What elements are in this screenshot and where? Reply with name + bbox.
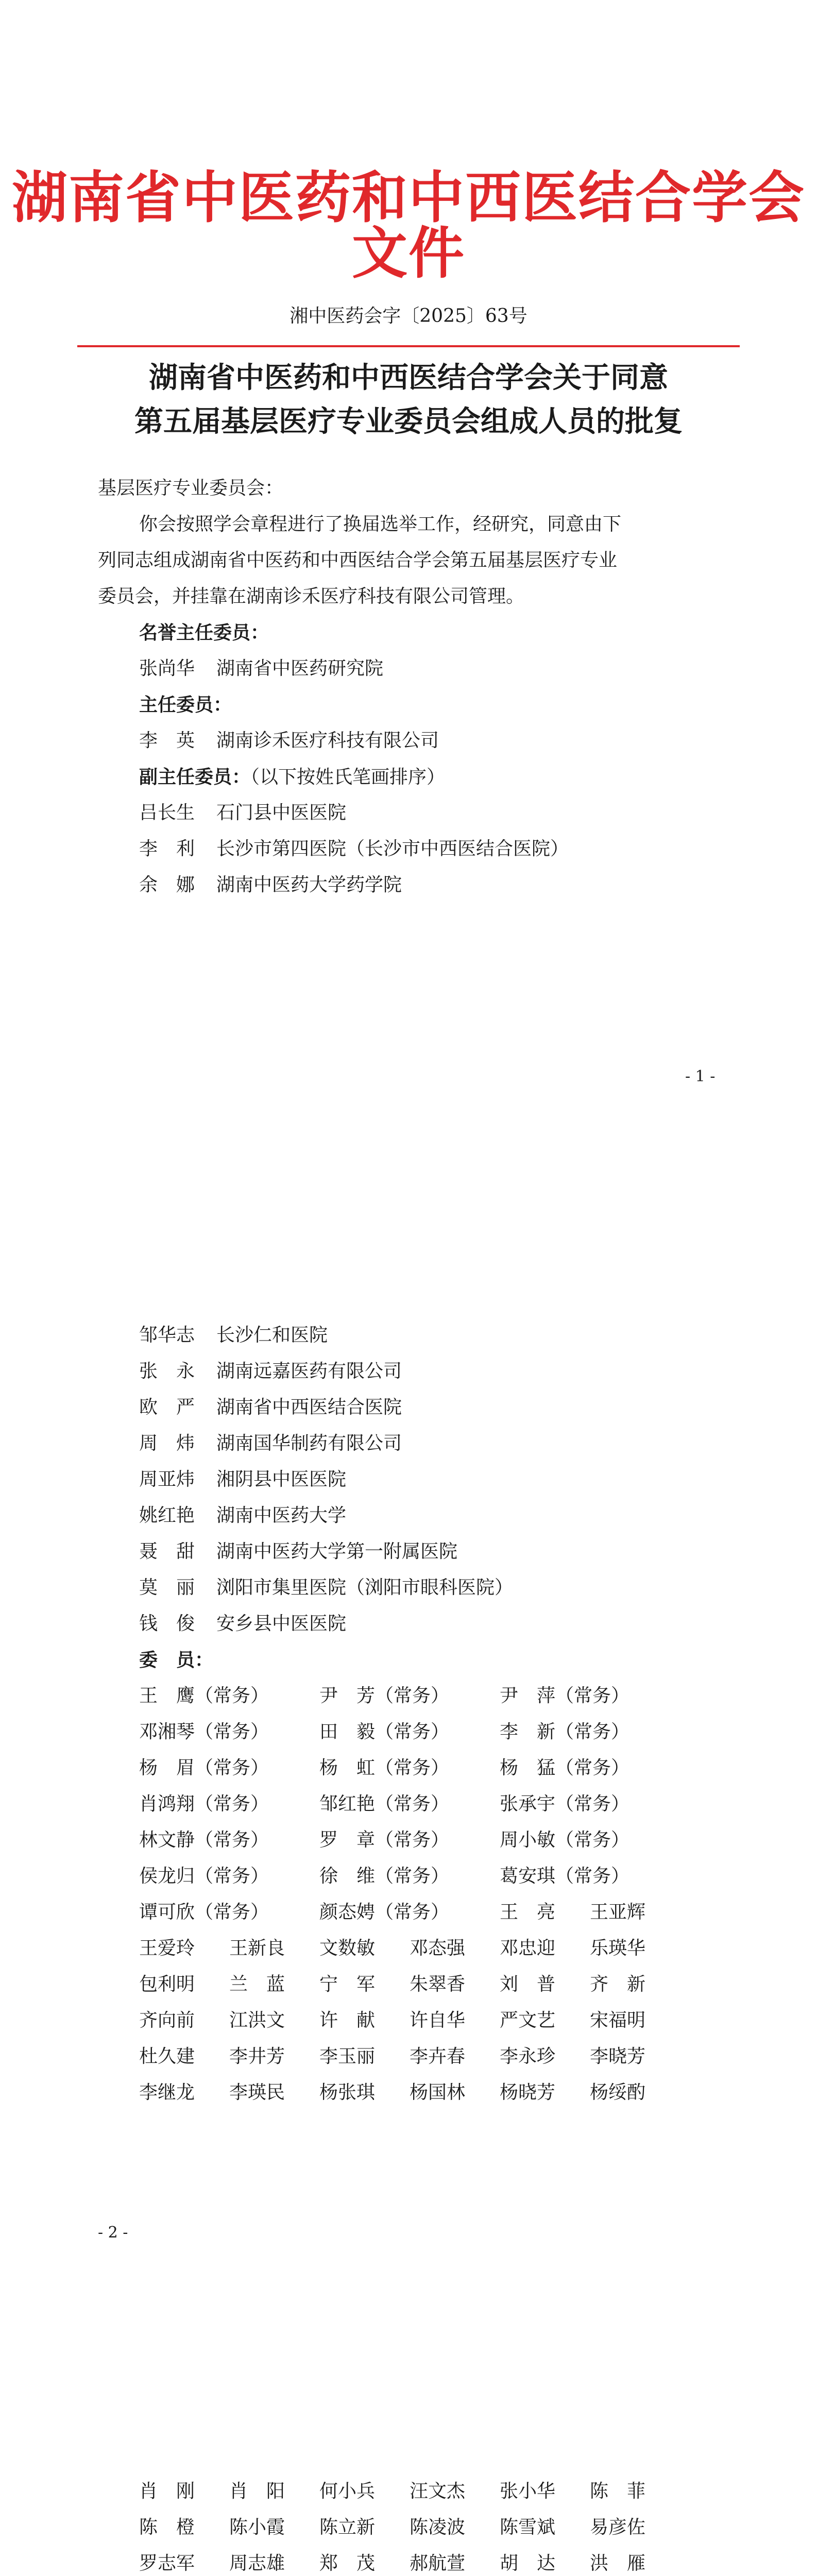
- member-name: 李玉丽: [319, 2046, 376, 2067]
- member-org: 湖南诊禾医疗科技有限公司: [216, 730, 439, 751]
- member-name: 胡 达: [500, 2553, 556, 2574]
- member-name: 张小华: [500, 2481, 556, 2502]
- member-name: 许自华: [410, 2010, 466, 2031]
- page-1: [0, 0, 817, 1156]
- page-number: - 1 -: [685, 1067, 716, 1086]
- member-org: 湘阴县中医医院: [216, 1469, 347, 1490]
- member-name: 李继龙: [139, 2082, 195, 2103]
- member-entry: [139, 1543, 457, 1561]
- document-title-line-1: 湖南省中医药和中西医结合学会关于同意: [149, 361, 668, 395]
- member-name: 周 炜: [139, 1433, 195, 1454]
- member-name: 严文艺: [500, 2010, 556, 2031]
- member-org: 湖南中医药大学药学院: [216, 874, 402, 895]
- salutation: 基层医疗专业委员会：: [98, 478, 284, 499]
- member-name: 杨 眉（常务）: [139, 1757, 269, 1778]
- member-name: 江洪文: [229, 2010, 285, 2031]
- member-name: 王 亮: [500, 1902, 556, 1923]
- member-name: 颜态娉（常务）: [319, 1902, 450, 1923]
- member-entry: [139, 1615, 346, 1633]
- member-name: 朱翠香: [410, 1974, 466, 1995]
- member-org: 长沙仁和医院: [216, 1325, 328, 1346]
- member-name: 谭可欣（常务）: [139, 1902, 269, 1923]
- member-org: 湖南中医药大学: [216, 1505, 347, 1526]
- member-name: 陈凌波: [410, 2517, 466, 2538]
- member-name: 许 献: [319, 2010, 376, 2031]
- member-name: 陈小霞: [229, 2517, 285, 2538]
- member-name: 李 新（常务）: [500, 1721, 630, 1742]
- member-org: 湖南省中医药研究院: [216, 658, 384, 679]
- member-name: 齐 新: [590, 1974, 646, 1995]
- member-name: 罗 章（常务）: [319, 1829, 450, 1851]
- member-name: 吕长生: [139, 802, 195, 823]
- member-entry: [139, 1579, 513, 1597]
- member-org: 湖南中医药大学第一附属医院: [216, 1541, 458, 1562]
- document-title-line-2: 第五届基层医疗专业委员会组成人员的批复: [134, 404, 683, 438]
- member-name: 郝航萱: [410, 2553, 466, 2574]
- committee-members-label: 委 员：: [139, 1649, 214, 1671]
- member-name: 刘 普: [500, 1974, 556, 1995]
- member-name: 王新良: [229, 1938, 285, 1959]
- member-name: 杨 虹（常务）: [319, 1757, 450, 1778]
- member-entry: [139, 1470, 346, 1489]
- member-name: 陈 橙: [139, 2517, 195, 2538]
- vice-chair-label: 副主任委员：: [139, 766, 251, 788]
- document-number: 湘中医药会字〔2025〕63号: [290, 306, 527, 327]
- member-name: 文数敏: [319, 1938, 376, 1959]
- document-header-title: 湖南省中医药和中西医结合学会文件: [11, 165, 805, 286]
- member-name: 张 永: [139, 1361, 195, 1382]
- member-name: 侯龙归（常务）: [139, 1866, 269, 1887]
- member-entry: [139, 732, 439, 750]
- member-name: 尹 萍（常务）: [500, 1685, 630, 1706]
- member-name: 田 毅（常务）: [319, 1721, 450, 1742]
- body-paragraph-line-3: 委员会，并挂靠在湖南诊禾医疗科技有限公司管理。: [98, 586, 525, 607]
- member-entry: [139, 1506, 346, 1525]
- member-name: 杨国林: [410, 2082, 466, 2103]
- member-name: 莫 丽: [139, 1577, 195, 1598]
- member-name: 徐 维（常务）: [319, 1866, 450, 1887]
- member-entry: [139, 1362, 402, 1381]
- member-entry: [139, 840, 569, 858]
- member-name: 李晓芳: [590, 2046, 646, 2067]
- member-name: 陈雪斌: [500, 2517, 556, 2538]
- member-name: 林文静（常务）: [139, 1829, 269, 1851]
- member-name: 周小敏（常务）: [500, 1829, 630, 1851]
- member-org: 湖南国华制药有限公司: [216, 1433, 402, 1454]
- member-name: 陈 菲: [590, 2481, 646, 2502]
- member-name: 尹 芳（常务）: [319, 1685, 450, 1706]
- member-name: 杨张琪: [319, 2082, 376, 2103]
- member-name: 乐瑛华: [590, 1938, 646, 1959]
- member-name: 陈立新: [319, 2517, 376, 2538]
- member-name: 肖 阳: [229, 2481, 285, 2502]
- member-org: 长沙市第四医院（长沙市中西医结合医院）: [216, 838, 569, 859]
- member-org: 石门县中医医院: [216, 802, 347, 823]
- body-paragraph-line-1: 你会按照学会章程进行了换届选举工作，经研究，同意由下: [139, 514, 622, 535]
- member-name: 张承宇（常务）: [500, 1793, 630, 1815]
- member-name: 兰 蓝: [229, 1974, 285, 1995]
- member-name: 宋福明: [590, 2010, 646, 2031]
- honorary-chair-label: 名誉主任委员：: [139, 622, 269, 643]
- member-entry: [139, 876, 402, 894]
- member-name: 李瑛民: [229, 2082, 285, 2103]
- member-org: 湖南省中西医结合医院: [216, 1397, 402, 1418]
- page-3: [0, 2312, 817, 2576]
- member-name: 王 鹰（常务）: [139, 1685, 269, 1706]
- member-name: 肖 刚: [139, 2481, 195, 2502]
- chair-label: 主任委员：: [139, 694, 232, 716]
- member-name: 肖鸿翔（常务）: [139, 1793, 269, 1815]
- member-name: 李卉春: [410, 2046, 466, 2067]
- member-name: 易彦佐: [590, 2517, 646, 2538]
- member-org: 安乡县中医医院: [216, 1613, 347, 1634]
- member-name: 汪文杰: [410, 2481, 466, 2502]
- member-name: 李井芳: [229, 2046, 285, 2067]
- member-entry: [139, 1434, 402, 1453]
- vice-chair-heading: [139, 768, 445, 787]
- member-name: 郑 茂: [319, 2553, 376, 2574]
- member-name: 杨绥酌: [590, 2082, 646, 2103]
- member-entry: [139, 1398, 402, 1417]
- member-name: 王亚辉: [590, 1902, 646, 1923]
- member-org: 浏阳市集里医院（浏阳市眼科医院）: [216, 1577, 514, 1598]
- member-name: 洪 雁: [590, 2553, 646, 2574]
- member-name: 邓忠迎: [500, 1938, 556, 1959]
- member-name: 钱 俊: [139, 1613, 195, 1634]
- member-name: 李 利: [139, 838, 195, 859]
- member-entry: [139, 1326, 328, 1345]
- member-name: 杨 猛（常务）: [500, 1757, 630, 1778]
- page-2: [0, 1156, 817, 2312]
- member-name: 宁 军: [319, 1974, 376, 1995]
- body-paragraph-line-2: 列同志组成湖南省中医药和中西医结合学会第五届基层医疗专业: [98, 550, 618, 571]
- member-entry: [139, 659, 383, 678]
- sort-order-note: （以下按姓氏笔画排序）: [250, 767, 446, 788]
- red-separator-rule: [77, 345, 740, 347]
- member-name: 王爱玲: [139, 1938, 195, 1959]
- member-name: 邓态强: [410, 1938, 466, 1959]
- member-entry: [139, 804, 346, 822]
- member-name: 罗志军: [139, 2553, 195, 2574]
- member-name: 何小兵: [319, 2481, 376, 2502]
- member-name: 邹华志: [139, 1325, 195, 1346]
- member-name: 聂 甜: [139, 1541, 195, 1562]
- member-name: 李 英: [139, 730, 195, 751]
- member-org: 湖南远嘉医药有限公司: [216, 1361, 402, 1382]
- member-name: 邹红艳（常务）: [319, 1793, 450, 1815]
- member-name: 余 娜: [139, 874, 195, 895]
- member-name: 张尚华: [139, 658, 195, 679]
- member-name: 杜久建: [139, 2046, 195, 2067]
- page-number: - 2 -: [98, 2224, 128, 2242]
- member-name: 周亚炜: [139, 1469, 195, 1490]
- member-name: 李永珍: [500, 2046, 556, 2067]
- member-name: 齐向前: [139, 2010, 195, 2031]
- member-name: 姚红艳: [139, 1505, 195, 1526]
- member-name: 杨晓芳: [500, 2082, 556, 2103]
- member-name: 周志雄: [229, 2553, 285, 2574]
- member-name: 葛安琪（常务）: [500, 1866, 630, 1887]
- member-name: 欧 严: [139, 1397, 195, 1418]
- member-name: 邓湘琴（常务）: [139, 1721, 269, 1742]
- member-name: 包利明: [139, 1974, 195, 1995]
